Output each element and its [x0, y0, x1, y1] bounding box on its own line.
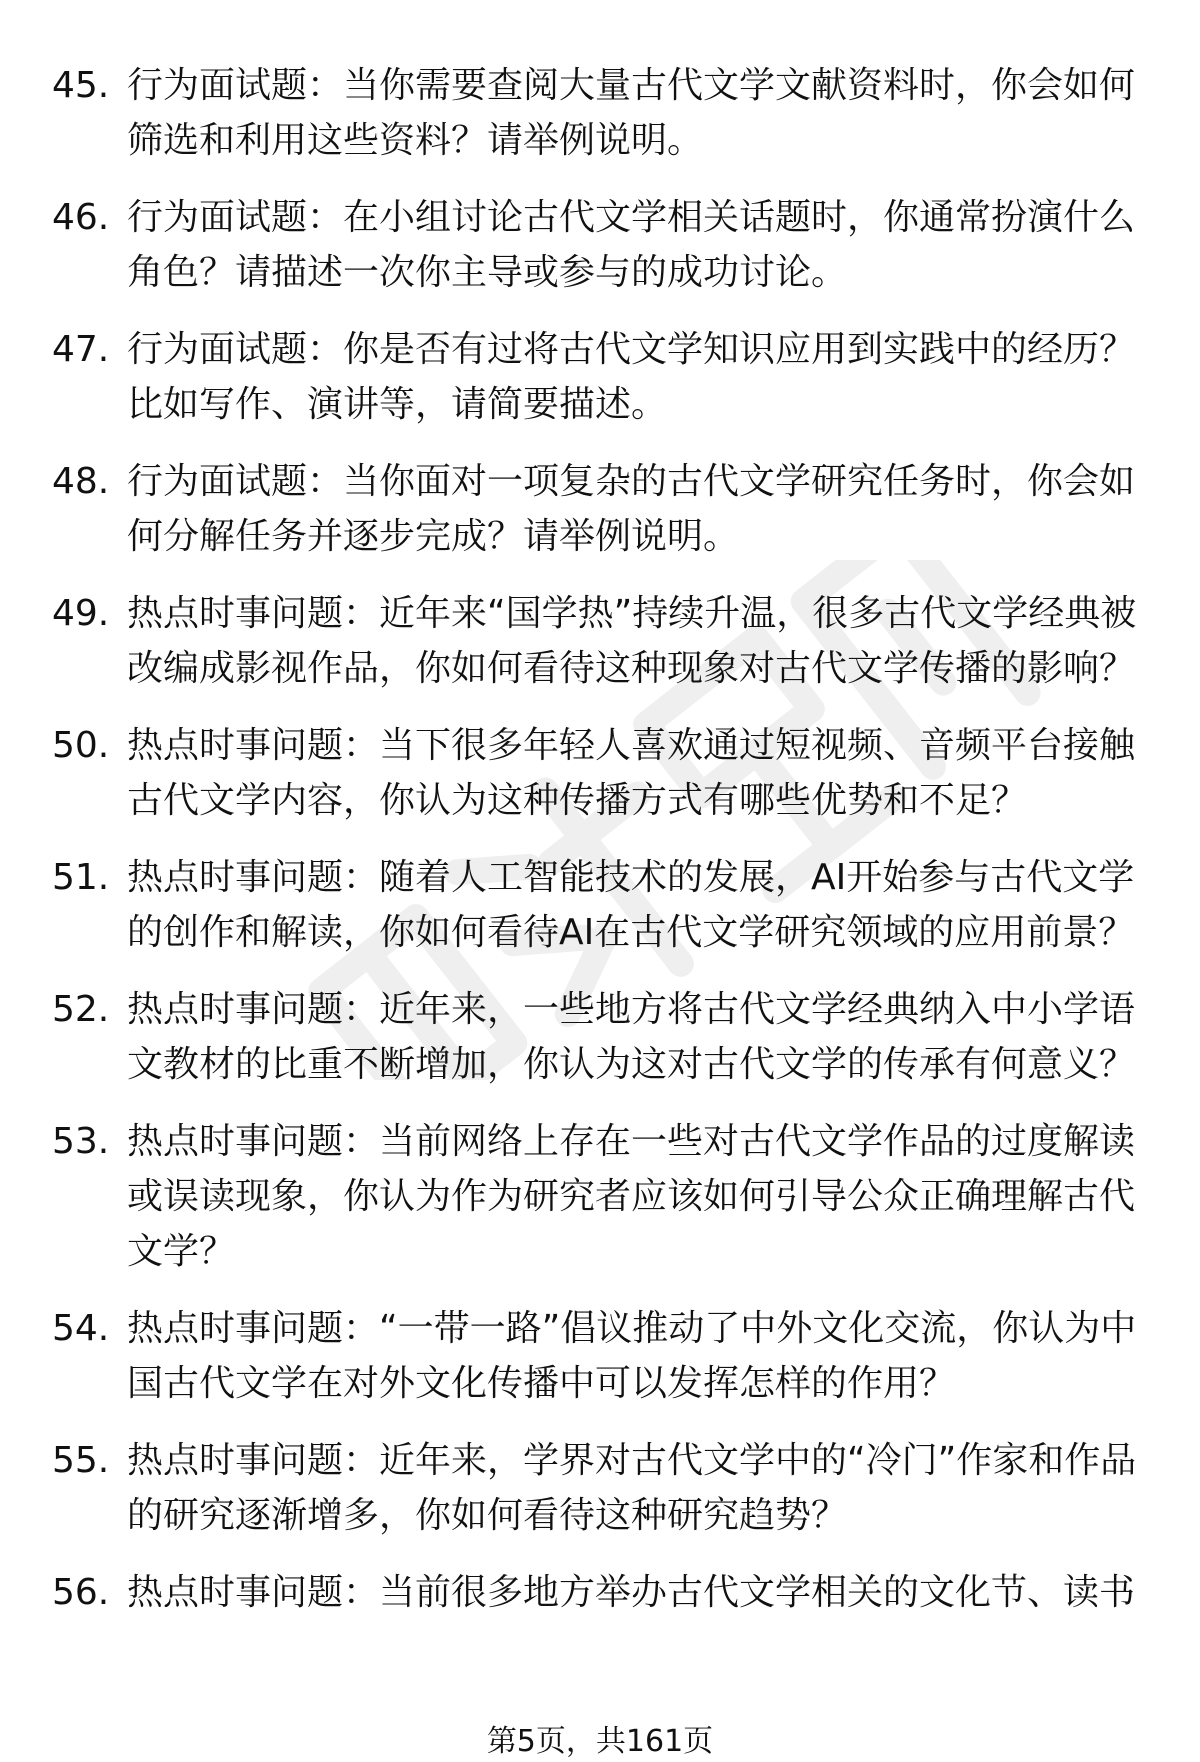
item-text: 行为面试题：当你需要查阅大量古代文学文献资料时，你会如何筛选和利用这些资料？请举例说明。 [127, 65, 1136, 161]
item-text: 热点时事问题：近年来，学界对古代文学中的“冷门”作家和作品的研究逐渐增多，你如何看待这种研究趋势？ [127, 1440, 1137, 1536]
item-text: 热点时事问题：近年来“国学热”持续升温，很多古代文学经典被改编成影视作品，你如何看待这种现象对古代文学传播的影响？ [127, 593, 1137, 689]
item-number: 55. [52, 1440, 110, 1481]
item-number: 52. [52, 989, 110, 1030]
list-item [52, 982, 1152, 1092]
item-text: 热点时事问题：“一带一路”倡议推动了中外文化交流，你认为中国古代文学在对外文化传播中可以发挥怎样的作用？ [127, 1308, 1137, 1404]
item-text: 行为面试题：在小组讨论古代文学相关话题时，你通常扮演什么角色？请描述一次你主导或参与的成功讨论。 [127, 197, 1136, 293]
list-item [52, 1433, 1152, 1543]
item-text: 行为面试题：当你面对一项复杂的古代文学研究任务时，你会如何分解任务并逐步完成？请举例说明。 [127, 461, 1136, 557]
page-number-label: 第5页，共161页 [486, 1724, 714, 1759]
list-item [52, 1301, 1152, 1411]
item-number: 53. [52, 1121, 110, 1162]
item-number: 56. [52, 1572, 110, 1613]
item-text: 行为面试题：你是否有过将古代文学知识应用到实践中的经历？比如写作、演讲等，请简要描述。 [127, 329, 1136, 425]
list-item [52, 1565, 1152, 1620]
item-number: 51. [52, 857, 110, 898]
item-text: 热点时事问题：当下很多年轻人喜欢通过短视频、音频平台接触古代文学内容，你认为这种传播方式有哪些优势和不足？ [127, 725, 1136, 821]
list-item [52, 718, 1152, 828]
item-text: 热点时事问题：当前很多地方举办古代文学相关的文化节、读书 [127, 1572, 1136, 1613]
item-number: 48. [52, 461, 110, 502]
item-number: 49. [52, 593, 110, 634]
list-item [52, 190, 1152, 300]
list-item [52, 1114, 1152, 1279]
item-text: 热点时事问题：近年来，一些地方将古代文学经典纳入中小学语文教材的比重不断增加，你认为这对古代文学的传承有何意义？ [127, 989, 1136, 1085]
page-footer [0, 1722, 1200, 1762]
list-item [52, 454, 1152, 564]
item-number: 47. [52, 329, 110, 370]
list-item [52, 58, 1152, 168]
item-number: 45. [52, 65, 110, 106]
list-item [52, 586, 1152, 696]
item-number: 46. [52, 197, 110, 238]
list-item [52, 850, 1152, 960]
list-item [52, 322, 1152, 432]
question-list [52, 58, 1152, 1642]
item-text: 热点时事问题：当前网络上存在一些对古代文学作品的过度解读或误读现象，你认为作为研究者应该如何引导公众正确理解古代文学？ [127, 1121, 1136, 1272]
item-number: 54. [52, 1308, 110, 1349]
item-number: 50. [52, 725, 110, 766]
item-text: 热点时事问题：随着人工智能技术的发展，AI开始参与古代文学的创作和解读，你如何看待AI在古代文学研究领域的应用前景？ [127, 857, 1135, 953]
